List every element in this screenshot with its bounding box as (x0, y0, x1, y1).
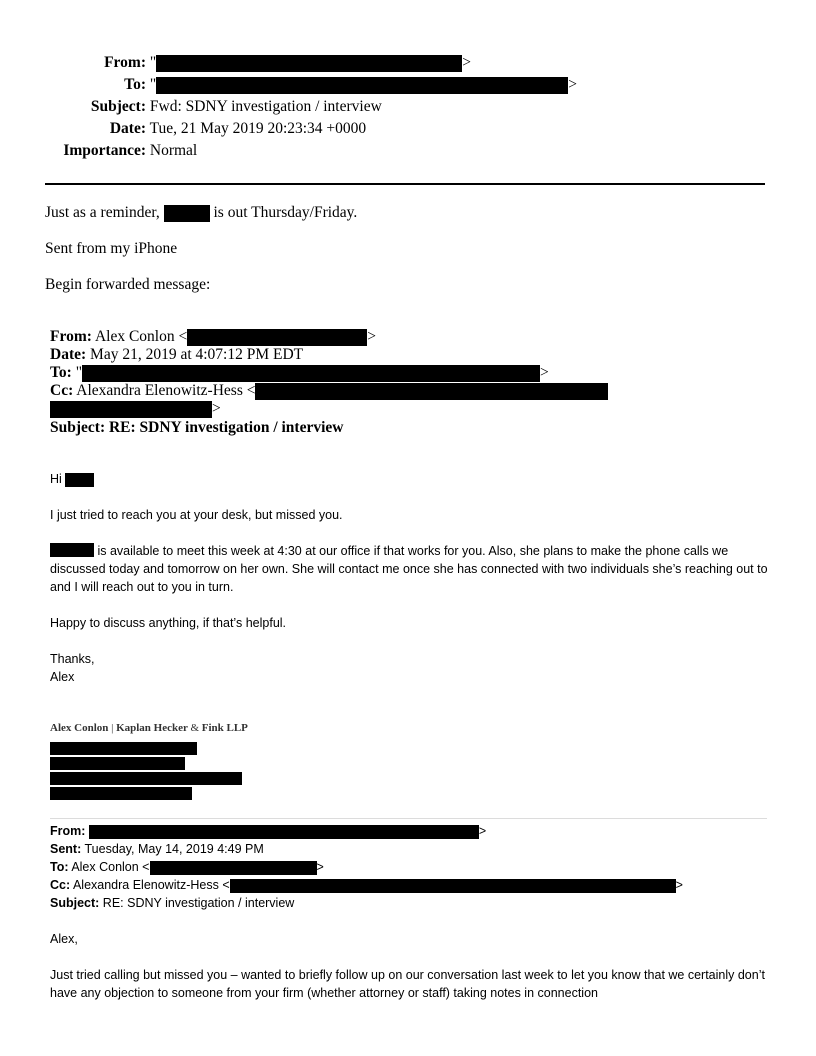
earlier-from-suffix: > (478, 824, 487, 838)
earlier-to-value: Alex Conlon < (71, 860, 150, 874)
signature-redaction-3 (50, 772, 242, 785)
redaction-block (50, 401, 212, 418)
redaction-block (150, 861, 317, 875)
earlier-to-row (50, 858, 324, 876)
fwd-cc-row (50, 382, 608, 400)
earlier-to-suffix: > (316, 860, 324, 874)
redaction-block (50, 543, 94, 557)
earlier-to-label: To: (50, 860, 69, 874)
fwd-cc-value: Alexandra Elenowitz-Hess < (76, 382, 256, 399)
earlier-greeting: Alex, (50, 932, 78, 946)
begin-forwarded-line: Begin forwarded message: (45, 276, 211, 293)
header-importance-value: Normal (149, 142, 198, 159)
header-divider (45, 183, 765, 185)
signature-redaction-1 (50, 742, 197, 755)
signature-separator: | (111, 722, 114, 734)
fwd-date-value: May 21, 2019 at 4:07:12 PM EDT (90, 346, 304, 363)
redaction-block (156, 55, 462, 72)
header-subject-value: Fwd: SDNY investigation / interview (149, 98, 382, 115)
redaction-block (89, 825, 479, 839)
header-from-label: From: (104, 54, 146, 71)
header-importance-row (0, 140, 197, 162)
signature-firm-part1: Kaplan Hecker (116, 722, 188, 734)
fwd-from-value: Alex Conlon < (94, 328, 188, 345)
reminder-line (45, 204, 357, 222)
fwd-subject-row (50, 419, 343, 437)
header-date-label: Date: (109, 120, 146, 137)
reply-paragraph (50, 542, 770, 596)
fwd-to-label: To: (50, 364, 72, 381)
fwd-subject-value: RE: SDNY investigation / interview (108, 419, 344, 436)
redaction-block (82, 365, 540, 382)
fwd-subject-label: Subject: (50, 419, 106, 436)
earlier-cc-label: Cc: (50, 878, 71, 892)
earlier-sent-row (50, 840, 264, 858)
header-from-suffix: > (462, 54, 471, 71)
header-subject-label: Subject: (90, 98, 146, 115)
earlier-from-label: From: (50, 824, 86, 838)
redaction-block (164, 205, 210, 222)
reply-thanks: Thanks, (50, 652, 95, 666)
header-to-label: To: (124, 76, 146, 93)
earlier-cc-value: Alexandra Elenowitz-Hess < (72, 878, 230, 892)
header-to-suffix: > (568, 76, 577, 93)
earlier-subject-label: Subject: (50, 896, 100, 910)
redaction-block (255, 383, 608, 400)
signature-redaction-4 (50, 787, 192, 800)
fwd-to-row (50, 364, 549, 382)
fwd-to-prefix: " (75, 364, 83, 381)
fwd-cc-label: Cc: (50, 382, 74, 399)
sent-from-line: Sent from my iPhone (45, 240, 178, 257)
redaction-block (65, 473, 94, 487)
earlier-sent-value: Tuesday, May 14, 2019 4:49 PM (84, 842, 264, 856)
signature-line (50, 722, 248, 734)
reminder-post-text: is out Thursday/Friday. (213, 204, 358, 221)
header-subject-row (0, 96, 382, 118)
fwd-date-row (50, 346, 303, 364)
header-to-row (0, 74, 577, 96)
header-date-value: Tue, 21 May 2019 20:23:34 +0000 (149, 120, 367, 137)
earlier-cc-suffix: > (675, 878, 683, 892)
earlier-subject-row (50, 894, 294, 912)
reminder-pre-text: Just as a reminder, (45, 204, 160, 221)
fwd-from-row (50, 328, 376, 346)
header-from-prefix: " (149, 54, 157, 71)
signature-firm-part2: Fink LLP (201, 722, 248, 734)
signature-firm-amp: & (190, 722, 199, 734)
fwd-from-label: From: (50, 328, 92, 345)
redaction-block (230, 879, 676, 893)
redaction-block (156, 77, 568, 94)
header-date-row (0, 118, 366, 140)
earlier-message-divider (50, 818, 767, 819)
header-from-row (0, 52, 471, 74)
redaction-block (187, 329, 367, 346)
signature-redaction-2 (50, 757, 185, 770)
earlier-from-row (50, 822, 486, 840)
signature-name: Alex Conlon (50, 722, 109, 734)
header-importance-label: Importance: (63, 142, 146, 159)
reply-greeting (50, 470, 94, 488)
fwd-to-suffix: > (540, 364, 549, 381)
header-to-prefix: " (149, 76, 157, 93)
fwd-from-suffix: > (367, 328, 376, 345)
reply-line1: I just tried to reach you at your desk, but missed you. (50, 508, 343, 522)
earlier-cc-row (50, 876, 683, 894)
earlier-sent-label: Sent: (50, 842, 82, 856)
reply-greeting-text: Hi (50, 472, 62, 486)
fwd-date-label: Date: (50, 346, 87, 363)
earlier-subject-value: RE: SDNY investigation / interview (102, 896, 295, 910)
fwd-cc-suffix: > (212, 400, 221, 417)
reply-paragraph-text: is available to meet this week at 4:30 at our office if that works for you. Also, she plans to make the phone calls we discussed today and tomorrow on her own. She will contact me once she has connected with two individuals she’s reaching out to and I will reach out to you in turn. (50, 544, 768, 594)
reply-line3: Happy to discuss anything, if that’s helpful. (50, 616, 287, 630)
earlier-paragraph: Just tried calling but missed you – wanted to briefly follow up on our conversation last week to let you know that we certainly don’t have any objection to someone from your firm (whether attorney or staff) taking notes in connection (50, 968, 765, 1000)
fwd-cc-continuation (50, 400, 221, 418)
reply-name: Alex (50, 670, 75, 684)
